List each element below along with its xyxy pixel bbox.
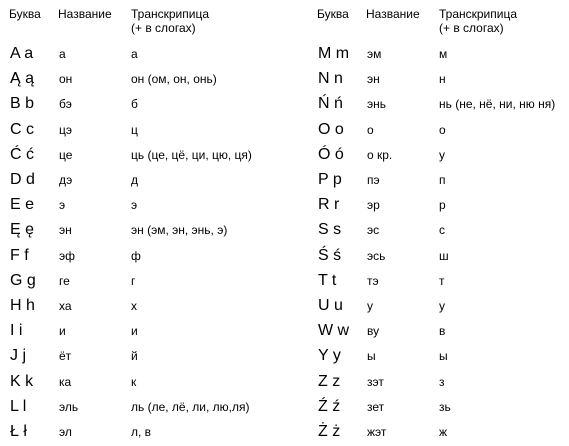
table-row (314, 194, 569, 219)
name-cell: э (59, 198, 66, 213)
table-row (0, 68, 310, 93)
transcription-cell: нь (не, нё, ни, ню ня) (439, 97, 556, 112)
table-row (314, 396, 569, 421)
header-letter: Буква (317, 7, 349, 21)
letter-cell: M m (318, 45, 350, 62)
transcription-cell: ф (131, 248, 141, 263)
table-row (0, 345, 310, 370)
header-letter: Буква (9, 7, 41, 21)
name-cell: зэт (367, 374, 384, 389)
letter-cell: S s (318, 221, 342, 239)
letter-cell: Ą ą (10, 70, 35, 88)
table-row (314, 169, 569, 194)
letter-cell: Ś ś (318, 246, 342, 264)
name-cell: эль (59, 399, 79, 414)
table-row (314, 295, 569, 320)
letter-cell: W w (318, 322, 350, 340)
letter-cell: I i (10, 322, 23, 340)
transcription-cell: ц (131, 122, 138, 137)
name-cell: а (59, 47, 66, 61)
name-cell: эн (59, 223, 72, 238)
header-transcription (131, 7, 209, 35)
transcription-cell: ж (439, 425, 448, 439)
name-cell: эн (367, 72, 380, 87)
transcription-cell: н (439, 72, 446, 87)
header-name: Название (366, 7, 420, 21)
table-row (0, 320, 310, 345)
name-cell: ге (59, 273, 70, 288)
name-cell: ву (367, 324, 380, 339)
name-cell: он (59, 72, 73, 87)
table-row (314, 93, 569, 118)
transcription-cell: ы (439, 349, 448, 364)
transcription-cell: он (ом, он, онь) (131, 72, 217, 87)
letter-cell: C c (10, 120, 34, 138)
transcription-cell: ць (це, цё, ци, цю, ця) (131, 147, 252, 162)
header-transcription-line1: Транскрипица (439, 7, 518, 21)
letter-cell: U u (318, 297, 343, 314)
letter-cell: Ń ń (318, 95, 343, 113)
letter-cell: E e (10, 196, 35, 214)
letter-cell: Ż ż (318, 423, 341, 440)
transcription-cell: а (131, 47, 138, 61)
table-row (314, 119, 569, 144)
name-cell: зет (367, 399, 385, 414)
letter-cell: J j (10, 347, 26, 365)
letter-cell: K k (10, 372, 34, 390)
transcription-cell: зь (439, 399, 451, 414)
transcription-cell: с (439, 223, 445, 238)
letter-cell: B b (10, 95, 35, 113)
name-cell: цэ (59, 122, 72, 137)
letter-cell: P p (318, 171, 342, 188)
name-cell: ха (59, 299, 72, 313)
table-row (0, 396, 310, 421)
letter-cell: T t (318, 271, 337, 289)
letter-cell: H h (10, 297, 35, 314)
name-cell: ка (59, 374, 72, 389)
transcription-cell: к (131, 374, 137, 389)
name-cell: жэт (367, 425, 387, 439)
transcription-cell: у (439, 299, 445, 313)
letter-cell: Ź ź (318, 397, 341, 415)
header-transcription-line2: (+ в слогах) (131, 21, 196, 35)
name-cell: дэ (59, 173, 73, 187)
name-cell: пэ (367, 173, 380, 187)
name-cell: и (59, 324, 66, 339)
name-cell: бэ (59, 97, 72, 112)
name-cell: эр (367, 198, 380, 213)
letter-cell: Ć ć (10, 145, 34, 163)
name-cell: энь (367, 97, 387, 112)
letter-cell: D d (10, 171, 35, 188)
letter-cell: Ę ę (10, 221, 35, 239)
table-row (0, 421, 310, 446)
transcription-cell: л, в (131, 425, 152, 439)
transcription-cell: т (439, 273, 445, 288)
transcription-cell: э (131, 198, 138, 213)
table-row (0, 194, 310, 219)
name-cell: эсь (367, 248, 386, 263)
table-row (0, 119, 310, 144)
transcription-cell: п (439, 173, 446, 187)
name-cell: о (367, 122, 374, 137)
table-row (0, 371, 310, 396)
transcription-cell: р (439, 198, 446, 213)
name-cell: эл (59, 425, 72, 439)
transcription-cell: у (439, 147, 445, 162)
name-cell: тэ (367, 273, 379, 288)
letter-cell: Ł ł (10, 423, 27, 440)
transcription-cell: б (131, 97, 138, 112)
table-row (314, 421, 569, 446)
name-cell: эс (367, 223, 380, 238)
name-cell: ы (367, 349, 376, 364)
table-row (0, 169, 310, 194)
letter-cell: Y y (318, 347, 341, 365)
table-row (0, 93, 310, 118)
transcription-cell: ль (ле, лё, ли, лю,ля) (131, 399, 250, 414)
letter-cell: R r (318, 196, 340, 214)
name-cell: ёт (59, 349, 72, 364)
name-cell: це (59, 147, 73, 162)
table-row (314, 320, 569, 345)
transcription-cell: й (131, 349, 138, 364)
table-row (314, 144, 569, 169)
table-row (0, 245, 310, 270)
letter-cell: G g (10, 271, 36, 289)
transcription-cell: г (131, 273, 136, 288)
transcription-cell: и (131, 324, 138, 339)
letter-cell: L l (10, 397, 27, 415)
name-cell: у (367, 299, 373, 313)
table-row (314, 270, 569, 295)
letter-cell: N n (318, 70, 343, 88)
letter-cell: A a (10, 45, 34, 62)
transcription-cell: з (439, 374, 445, 389)
name-cell: эм (367, 47, 382, 61)
name-cell: о кр. (367, 147, 393, 162)
header-transcription-line1: Транскрипица (131, 7, 210, 21)
header-transcription (439, 7, 517, 35)
table-row (0, 144, 310, 169)
table-row (314, 345, 569, 370)
transcription-cell: о (439, 122, 446, 137)
transcription-cell: х (131, 299, 137, 313)
table-row (314, 245, 569, 270)
transcription-cell: м (439, 47, 448, 61)
table-row (314, 68, 569, 93)
transcription-cell: в (439, 324, 446, 339)
header-transcription-line2: (+ в слогах) (439, 21, 504, 35)
table-row (314, 371, 569, 396)
transcription-cell: ш (439, 248, 449, 263)
table-row (0, 270, 310, 295)
name-cell: эф (59, 248, 75, 263)
table-row (0, 295, 310, 320)
table-row (0, 43, 310, 68)
table-row (314, 43, 569, 68)
header-name: Название (58, 7, 112, 21)
transcription-cell: эн (эм, эн, энь, э) (131, 223, 228, 238)
letter-cell: F f (10, 246, 29, 264)
letter-cell: Ó ó (318, 145, 344, 163)
letter-cell: Z z (318, 372, 341, 390)
letter-cell: O o (318, 120, 344, 138)
transcription-cell: д (131, 173, 139, 187)
table-row (314, 219, 569, 244)
table-row (0, 219, 310, 244)
